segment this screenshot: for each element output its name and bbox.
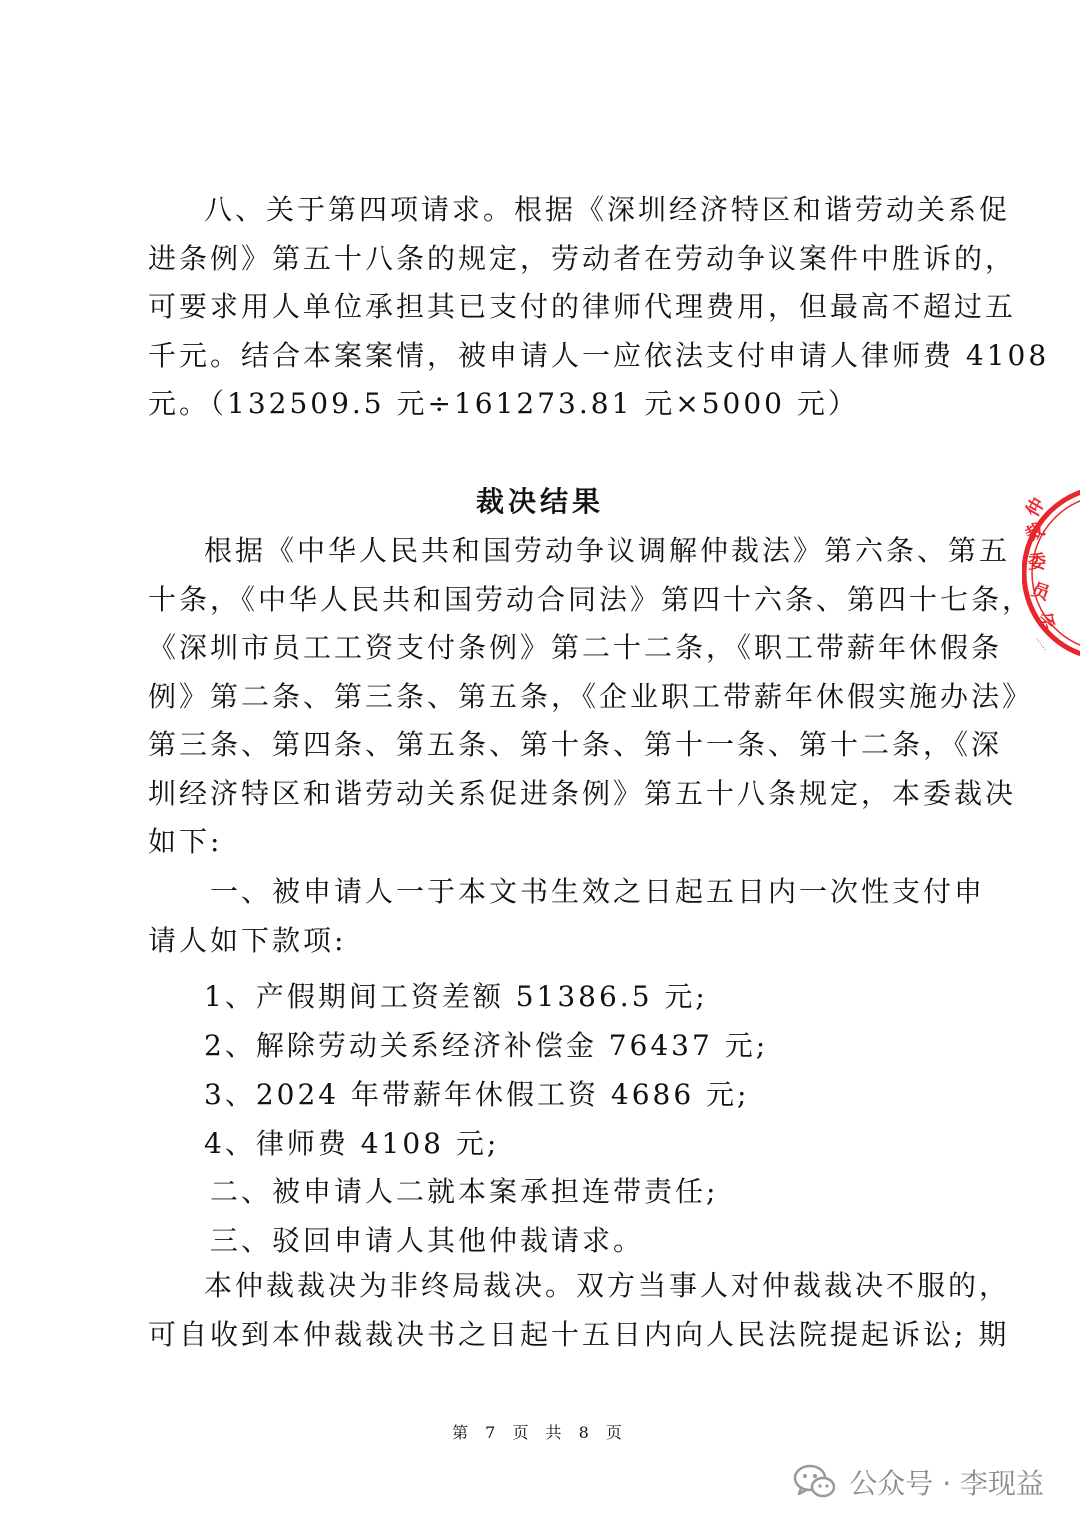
text-line: 请人如下款项: xyxy=(148,923,347,957)
ruling-two: 二、被申请人二就本案承担连带责任; xyxy=(210,1175,719,1208)
svg-text:委: 委 xyxy=(1028,552,1046,573)
ruling-item-4: 4、律师费 4108 元; xyxy=(204,1127,500,1160)
page-number: 第 7 页 共 8 页 xyxy=(452,1423,628,1442)
official-seal xyxy=(1022,478,1080,668)
text-line: 可自收到本仲裁裁决书之日起十五日内向人民法院提起诉讼; 期 xyxy=(148,1317,1010,1351)
svg-text:……: …… xyxy=(1034,633,1051,653)
watermark-text: 公众号 · 李现益 xyxy=(849,1467,1044,1500)
text-line: 一、被申请人一于本文书生效之日起五日内一次性支付申 xyxy=(210,875,986,908)
ruling-item-3: 3、2024 年带薪年休假工资 4686 元; xyxy=(204,1078,750,1111)
svg-text:仲: 仲 xyxy=(1022,494,1050,521)
text-line: 进条例》第五十八条的规定，劳动者在劳动争议案件中胜诉的， xyxy=(148,241,1017,275)
text-line: 可要求用人单位承担其已支付的律师代理费用，但最高不超过五 xyxy=(148,290,1017,323)
watermark xyxy=(793,1462,1044,1502)
ruling-item-1: 1、产假期间工资差额 51386.5 元; xyxy=(204,980,708,1013)
text-line: 根据《中华人民共和国劳动争议调解仲裁法》第六条、第五 xyxy=(204,534,1011,567)
text-line: 如下: xyxy=(148,825,223,858)
text-line: 《深圳市员工工资支付条例》第二十二条，《职工带薪年休假条 xyxy=(148,631,1003,664)
ruling-three: 三、驳回申请人其他仲裁请求。 xyxy=(210,1224,645,1257)
paragraph-item-eight xyxy=(148,186,1050,429)
text-line: 例》第二条、第三条、第五条，《企业职工带薪年休假实施办法》 xyxy=(148,679,1034,713)
paragraph-ruling-one xyxy=(148,868,986,965)
text-line: 圳经济特区和谐劳动关系促进条例》第五十八条规定，本委裁决 xyxy=(148,776,1017,810)
svg-text:员: 员 xyxy=(1028,578,1053,605)
ruling-item-2: 2、解除劳动关系经济补偿金 76437 元; xyxy=(204,1029,769,1062)
section-title: 裁决结果 xyxy=(475,485,604,518)
wechat-icon xyxy=(793,1462,837,1502)
paragraph-final-notice xyxy=(148,1262,1011,1359)
text-line: 第三条、第四条、第五条、第十条、第十一条、第十二条，《深 xyxy=(148,728,1003,761)
text-line: 八、关于第四项请求。根据《深圳经济特区和谐劳动关系促 xyxy=(204,193,1011,226)
text-line: 本仲裁裁决为非终局裁决。双方当事人对仲裁裁决不服的， xyxy=(204,1269,1011,1302)
svg-text:裁: 裁 xyxy=(1022,519,1049,547)
text-line: 千元。结合本案案情，被申请人一应依法支付申请人律师费 4108 xyxy=(148,338,1050,372)
text-line: 十条，《中华人民共和国劳动合同法》第四十六条、第四十七条， xyxy=(148,582,1034,616)
svg-text:会: 会 xyxy=(1032,607,1061,636)
paragraph-legal-basis xyxy=(148,527,1034,867)
text-line: 元。（132509.5 元÷161273.81 元×5000 元） xyxy=(148,387,859,420)
